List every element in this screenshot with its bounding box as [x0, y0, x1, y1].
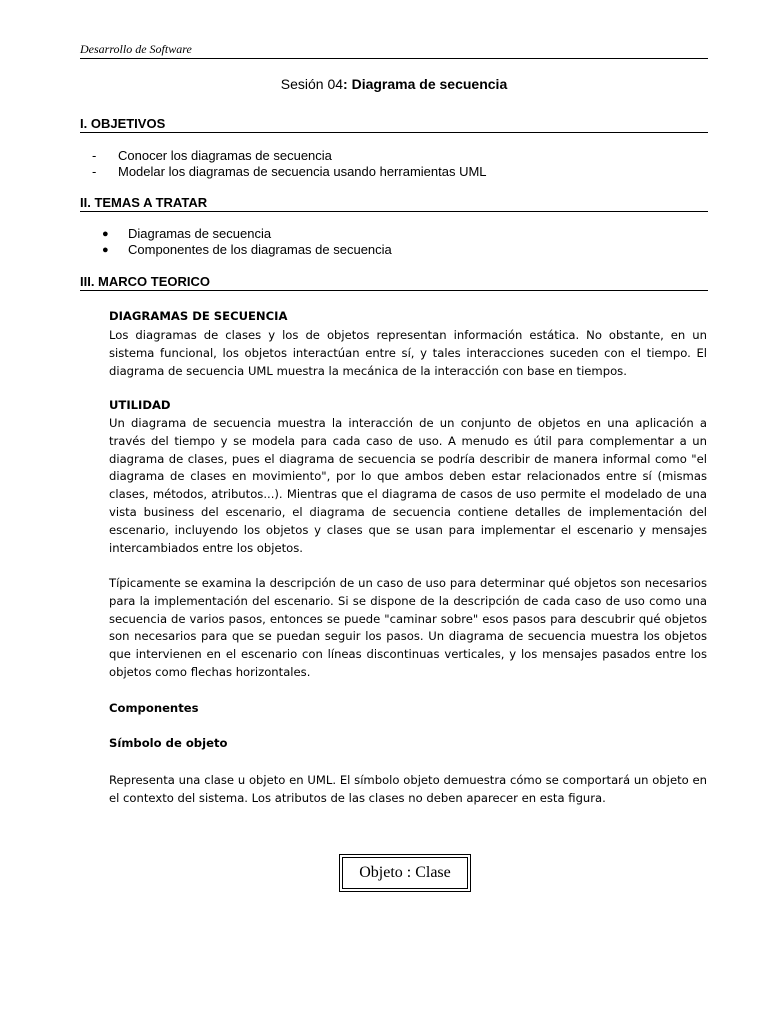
- object-symbol-label: Objeto : Clase: [359, 864, 451, 881]
- section-temas-heading: II. TEMAS A TRATAR: [80, 195, 708, 212]
- section-marco-heading: III. MARCO TEORICO: [80, 274, 708, 291]
- objetivos-list: [92, 148, 487, 180]
- list-item-text: Diagramas de secuencia: [128, 226, 272, 241]
- simbolo-paragraph: Representa una clase u objeto en UML. El símbolo objeto demuestra cómo se comportará un objeto en el contexto del sistema. Los atributos de las clases no deben aparecer en esta figura.: [109, 773, 707, 805]
- dash-marker: -: [92, 164, 97, 179]
- list-item: [102, 226, 392, 242]
- componentes-heading: Componentes: [109, 701, 199, 715]
- diagramas-paragraph: Los diagramas de clases y los de objetos representan información estática. No obstante, en un sistema funcional, los objetos interactúan entre sí, y tales interacciones suceden con el tiempo. El diagrama de secuencia UML muestra la mecánica de la interacción con base en tiempos.: [109, 328, 707, 378]
- dash-marker: -: [92, 148, 97, 163]
- tipicamente-paragraph: Típicamente se examina la descripción de un caso de uso para determinar qué objetos son necesarios para la implementación del escenario. Si se dispone de la descripción de cada caso de uso como una secuencia de varios pasos, entonces se puede "caminar sobre" esos pasos para descubrir qué objetos son necesarios para que se puedan seguir los pasos. Un diagrama de secuencia muestra los objetos que intervienen en el escenario con líneas discontinuas verticales, y los mensajes pasados entre los objetos como flechas horizontales.: [109, 576, 707, 679]
- object-symbol-box: [339, 854, 471, 892]
- utilidad-paragraph: Un diagrama de secuencia muestra la interacción de un conjunto de objetos en una aplicación a través del tiempo y se modela para cada caso de uso. A menudo es útil para complementar a un diagrama de clases, pues el diagrama de secuencia se podría describir de manera informal como "el diagrama de clases en movimiento", por lo que ambos deben estar relacionados entre sí (mismas clases, métodos, atributos...). Mientras que el diagrama de casos de uso permite el modelado de una vista business del escenario, el diagrama de secuencia contiene detalles de implementación del escenario, incluyendo los objetos y clases que se usan para implementar el escenario y mensajes intercambiados entre los objetos.: [109, 416, 707, 555]
- list-item: [92, 148, 487, 164]
- list-item-text: Modelar los diagramas de secuencia usando herramientas UML: [118, 164, 487, 179]
- bullet-icon: ●: [102, 244, 109, 256]
- temas-list: [102, 226, 392, 258]
- utilidad-heading: UTILIDAD: [109, 398, 171, 412]
- list-item: [92, 164, 487, 180]
- diagramas-heading: DIAGRAMAS DE SECUENCIA: [109, 309, 288, 323]
- list-item: [102, 242, 392, 258]
- title-bold: : Diagrama de secuencia: [343, 76, 508, 92]
- section-objetivos-heading: I. OBJETIVOS: [80, 116, 708, 133]
- page-header: Desarrollo de Software: [80, 42, 708, 59]
- title-prefix: Sesión 04: [280, 76, 344, 92]
- list-item-text: Conocer los diagramas de secuencia: [118, 148, 332, 163]
- list-item-text: Componentes de los diagramas de secuencia: [128, 242, 392, 257]
- page-title: [0, 76, 768, 92]
- bullet-icon: ●: [102, 228, 109, 240]
- simbolo-heading: Símbolo de objeto: [109, 736, 228, 750]
